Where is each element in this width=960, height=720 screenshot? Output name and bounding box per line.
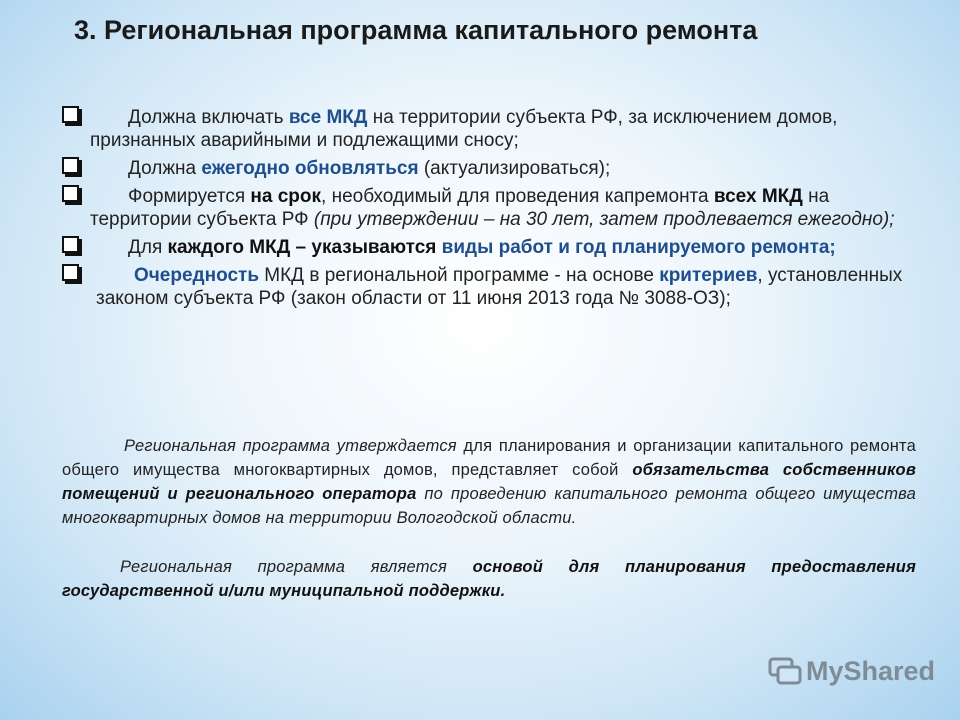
text-emphasis: все МКД bbox=[288, 107, 368, 128]
text-emphasis: всех МКД bbox=[713, 186, 803, 207]
checkbox-bullet-icon bbox=[62, 264, 79, 281]
text-emphasis: на срок bbox=[250, 186, 322, 207]
list-item bbox=[60, 157, 920, 180]
text-emphasis: виды работ и год планируемого ремонта; bbox=[441, 237, 836, 258]
text-italic: Региональная программа утверждается bbox=[124, 437, 457, 455]
text-emphasis: каждого МКД – указываются bbox=[167, 237, 437, 258]
list-item bbox=[60, 264, 920, 310]
text-bold-italic: основой для планирования предоставления государственной и/или муниципальной поддержки. bbox=[62, 558, 916, 600]
text: (актуализироваться); bbox=[418, 158, 611, 179]
text: Для bbox=[128, 237, 168, 258]
text-bold-italic: обязательства собственников помещений и регионального оператора bbox=[62, 461, 917, 503]
text: для планирования и организации капитального ремонта общего имущества многоквартирных домов, представляет собой bbox=[62, 437, 916, 479]
text: Должна bbox=[128, 158, 202, 179]
text: Формируется bbox=[128, 186, 251, 207]
checkbox-bullet-icon bbox=[62, 106, 79, 123]
text-italic: по проведению капитального ремонта общего имущества многоквартирных домов на территории Вологодской области. bbox=[62, 485, 916, 527]
text: , необходимый для проведения капремонта bbox=[321, 186, 714, 207]
checkbox-bullet-icon bbox=[62, 236, 79, 253]
text: МКД в региональной программе - на основе bbox=[259, 265, 660, 286]
checkbox-bullet-icon bbox=[62, 185, 79, 202]
page-title: 3. Региональная программа капитального ремонта bbox=[74, 15, 758, 45]
text: , установленных законом субъекта РФ (закон области от 11 июня 2013 года № 3088-ОЗ); bbox=[96, 265, 903, 309]
paragraph-2 bbox=[62, 555, 916, 603]
text-italic: Региональная программа является bbox=[120, 558, 473, 576]
paragraph-1 bbox=[62, 434, 916, 530]
checkbox-bullet-icon bbox=[62, 157, 79, 174]
watermark-text: MyShared bbox=[806, 656, 936, 686]
text: на территории субъекта РФ, за исключением домов, признанных аварийными и подлежащими сносу; bbox=[90, 107, 838, 151]
list-item bbox=[60, 185, 920, 231]
list-item bbox=[60, 106, 920, 152]
watermark-logo bbox=[768, 656, 935, 687]
bullet-list bbox=[60, 106, 920, 315]
text-emphasis: Очередность bbox=[134, 265, 259, 286]
text: на территории субъекта РФ bbox=[90, 186, 830, 230]
myshared-logo-icon bbox=[768, 657, 802, 687]
text-italic: (при утверждении – на 30 лет, затем продлевается ежегодно); bbox=[313, 209, 895, 230]
text-emphasis: критериев bbox=[659, 265, 758, 286]
text-emphasis: ежегодно обновляться bbox=[201, 158, 419, 179]
list-item bbox=[60, 236, 920, 259]
text: Должна включать bbox=[128, 107, 289, 128]
